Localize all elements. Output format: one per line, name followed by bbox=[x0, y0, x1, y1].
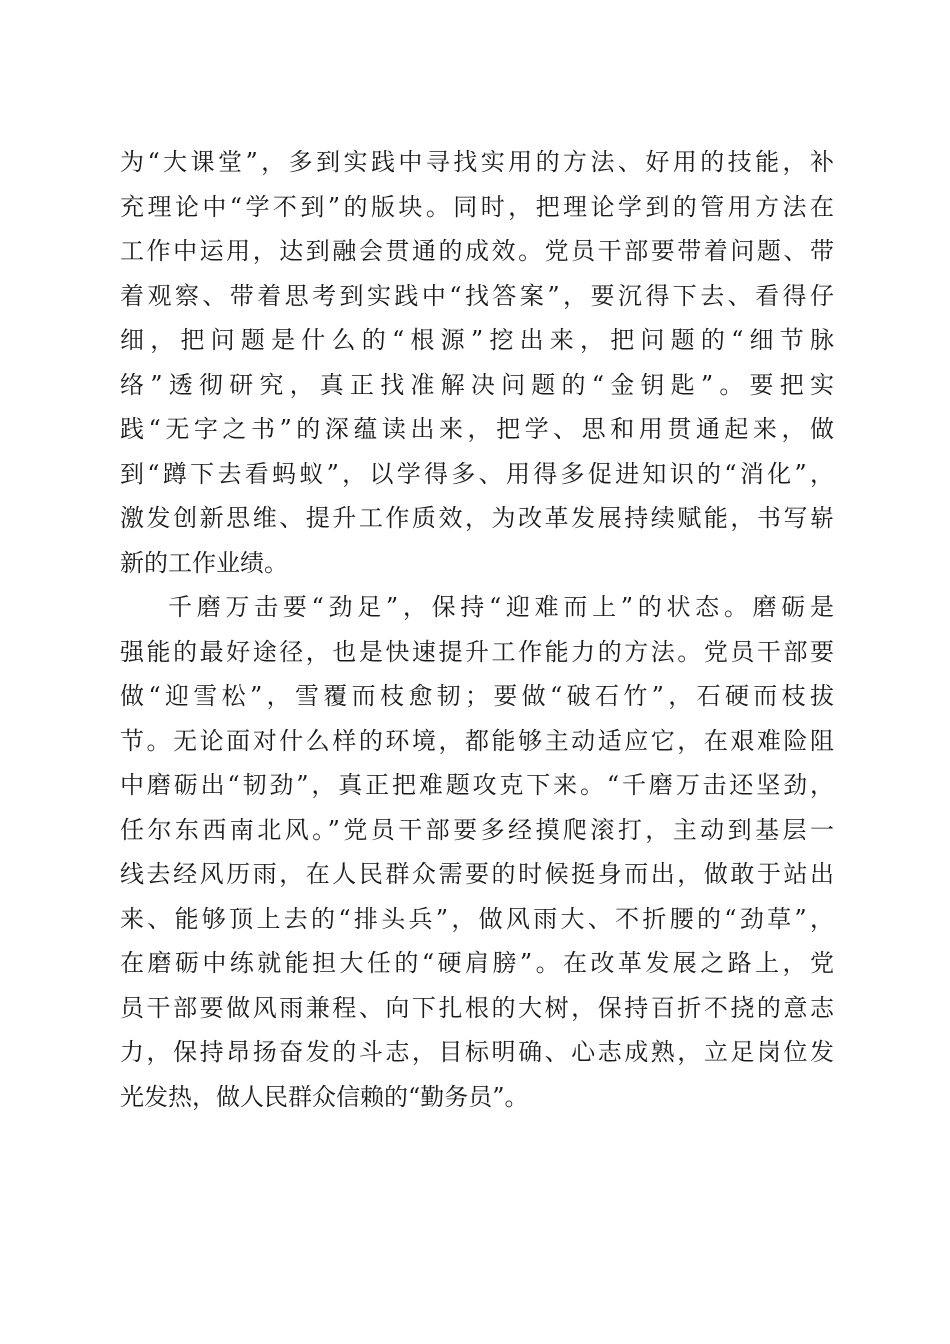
body-text bbox=[120, 140, 834, 1119]
paragraph-1 bbox=[120, 140, 834, 585]
text-line: 中磨砺出“韧劲”，真正把难题攻克下来。“千磨万击还坚劲， bbox=[120, 771, 834, 799]
text-line: 节。无论面对什么样的环境，都能够主动适应它，在艰难险阻 bbox=[120, 726, 834, 755]
text-line: 强能的最好途径，也是快速提升工作能力的方法。党员干部要 bbox=[120, 637, 834, 666]
text-line: 做“迎雪松”，雪覆而枝愈韧；要做“破石竹”，石硬而枝拔 bbox=[120, 682, 834, 710]
text-line: 践“无字之书”的深蕴读出来，把学、思和用贯通起来，做 bbox=[120, 415, 834, 443]
text-line: 在磨砺中练就能担大任的“硬肩膀”。在改革发展之路上，党 bbox=[120, 949, 834, 977]
text-line: 激发创新思维、提升工作质效，为改革发展持续赋能，书写崭 bbox=[120, 504, 834, 532]
text-line: 来、能够顶上去的“排头兵”，做风雨大、不折腰的“劲草”， bbox=[120, 904, 834, 933]
text-line: 充理论中“学不到”的版块。同时，把理论学到的管用方法在 bbox=[120, 192, 834, 221]
text-line: 到“蹲下去看蚂蚁”，以学得多、用得多促进知识的“消化”， bbox=[120, 459, 834, 488]
text-line: 任尔东西南北风。”党员干部要多经摸爬滚打，主动到基层一 bbox=[120, 815, 834, 844]
text-line: 千磨万击要“劲足”，保持“迎难而上”的状态。磨砺是 bbox=[168, 593, 834, 621]
text-line: 线去经风历雨，在人民群众需要的时候挺身而出，做敢于站出 bbox=[120, 860, 834, 888]
paragraph-2 bbox=[120, 585, 834, 1119]
text-line: 工作中运用，达到融会贯通的成效。党员干部要带着问题、带 bbox=[120, 237, 834, 265]
text-line: 新的工作业绩。 bbox=[120, 548, 288, 577]
text-line: 细，把问题是什么的“根源”挖出来，把问题的“细节脉 bbox=[120, 326, 834, 354]
text-line: 为“大课堂”，多到实践中寻找实用的方法、好用的技能，补 bbox=[120, 148, 834, 176]
text-line: 络”透彻研究，真正找准解决问题的“金钥匙”。要把实 bbox=[120, 370, 834, 399]
text-line: 力，保持昂扬奋发的斗志，目标明确、心志成熟，立足岗位发 bbox=[120, 1038, 834, 1066]
text-line: 光发热，做人民群众信赖的“勤务员”。 bbox=[120, 1082, 529, 1111]
text-line: 员干部要做风雨兼程、向下扎根的大树，保持百折不挠的意志 bbox=[120, 993, 834, 1022]
text-line: 着观察、带着思考到实践中“找答案”，要沉得下去、看得仔 bbox=[120, 281, 834, 310]
